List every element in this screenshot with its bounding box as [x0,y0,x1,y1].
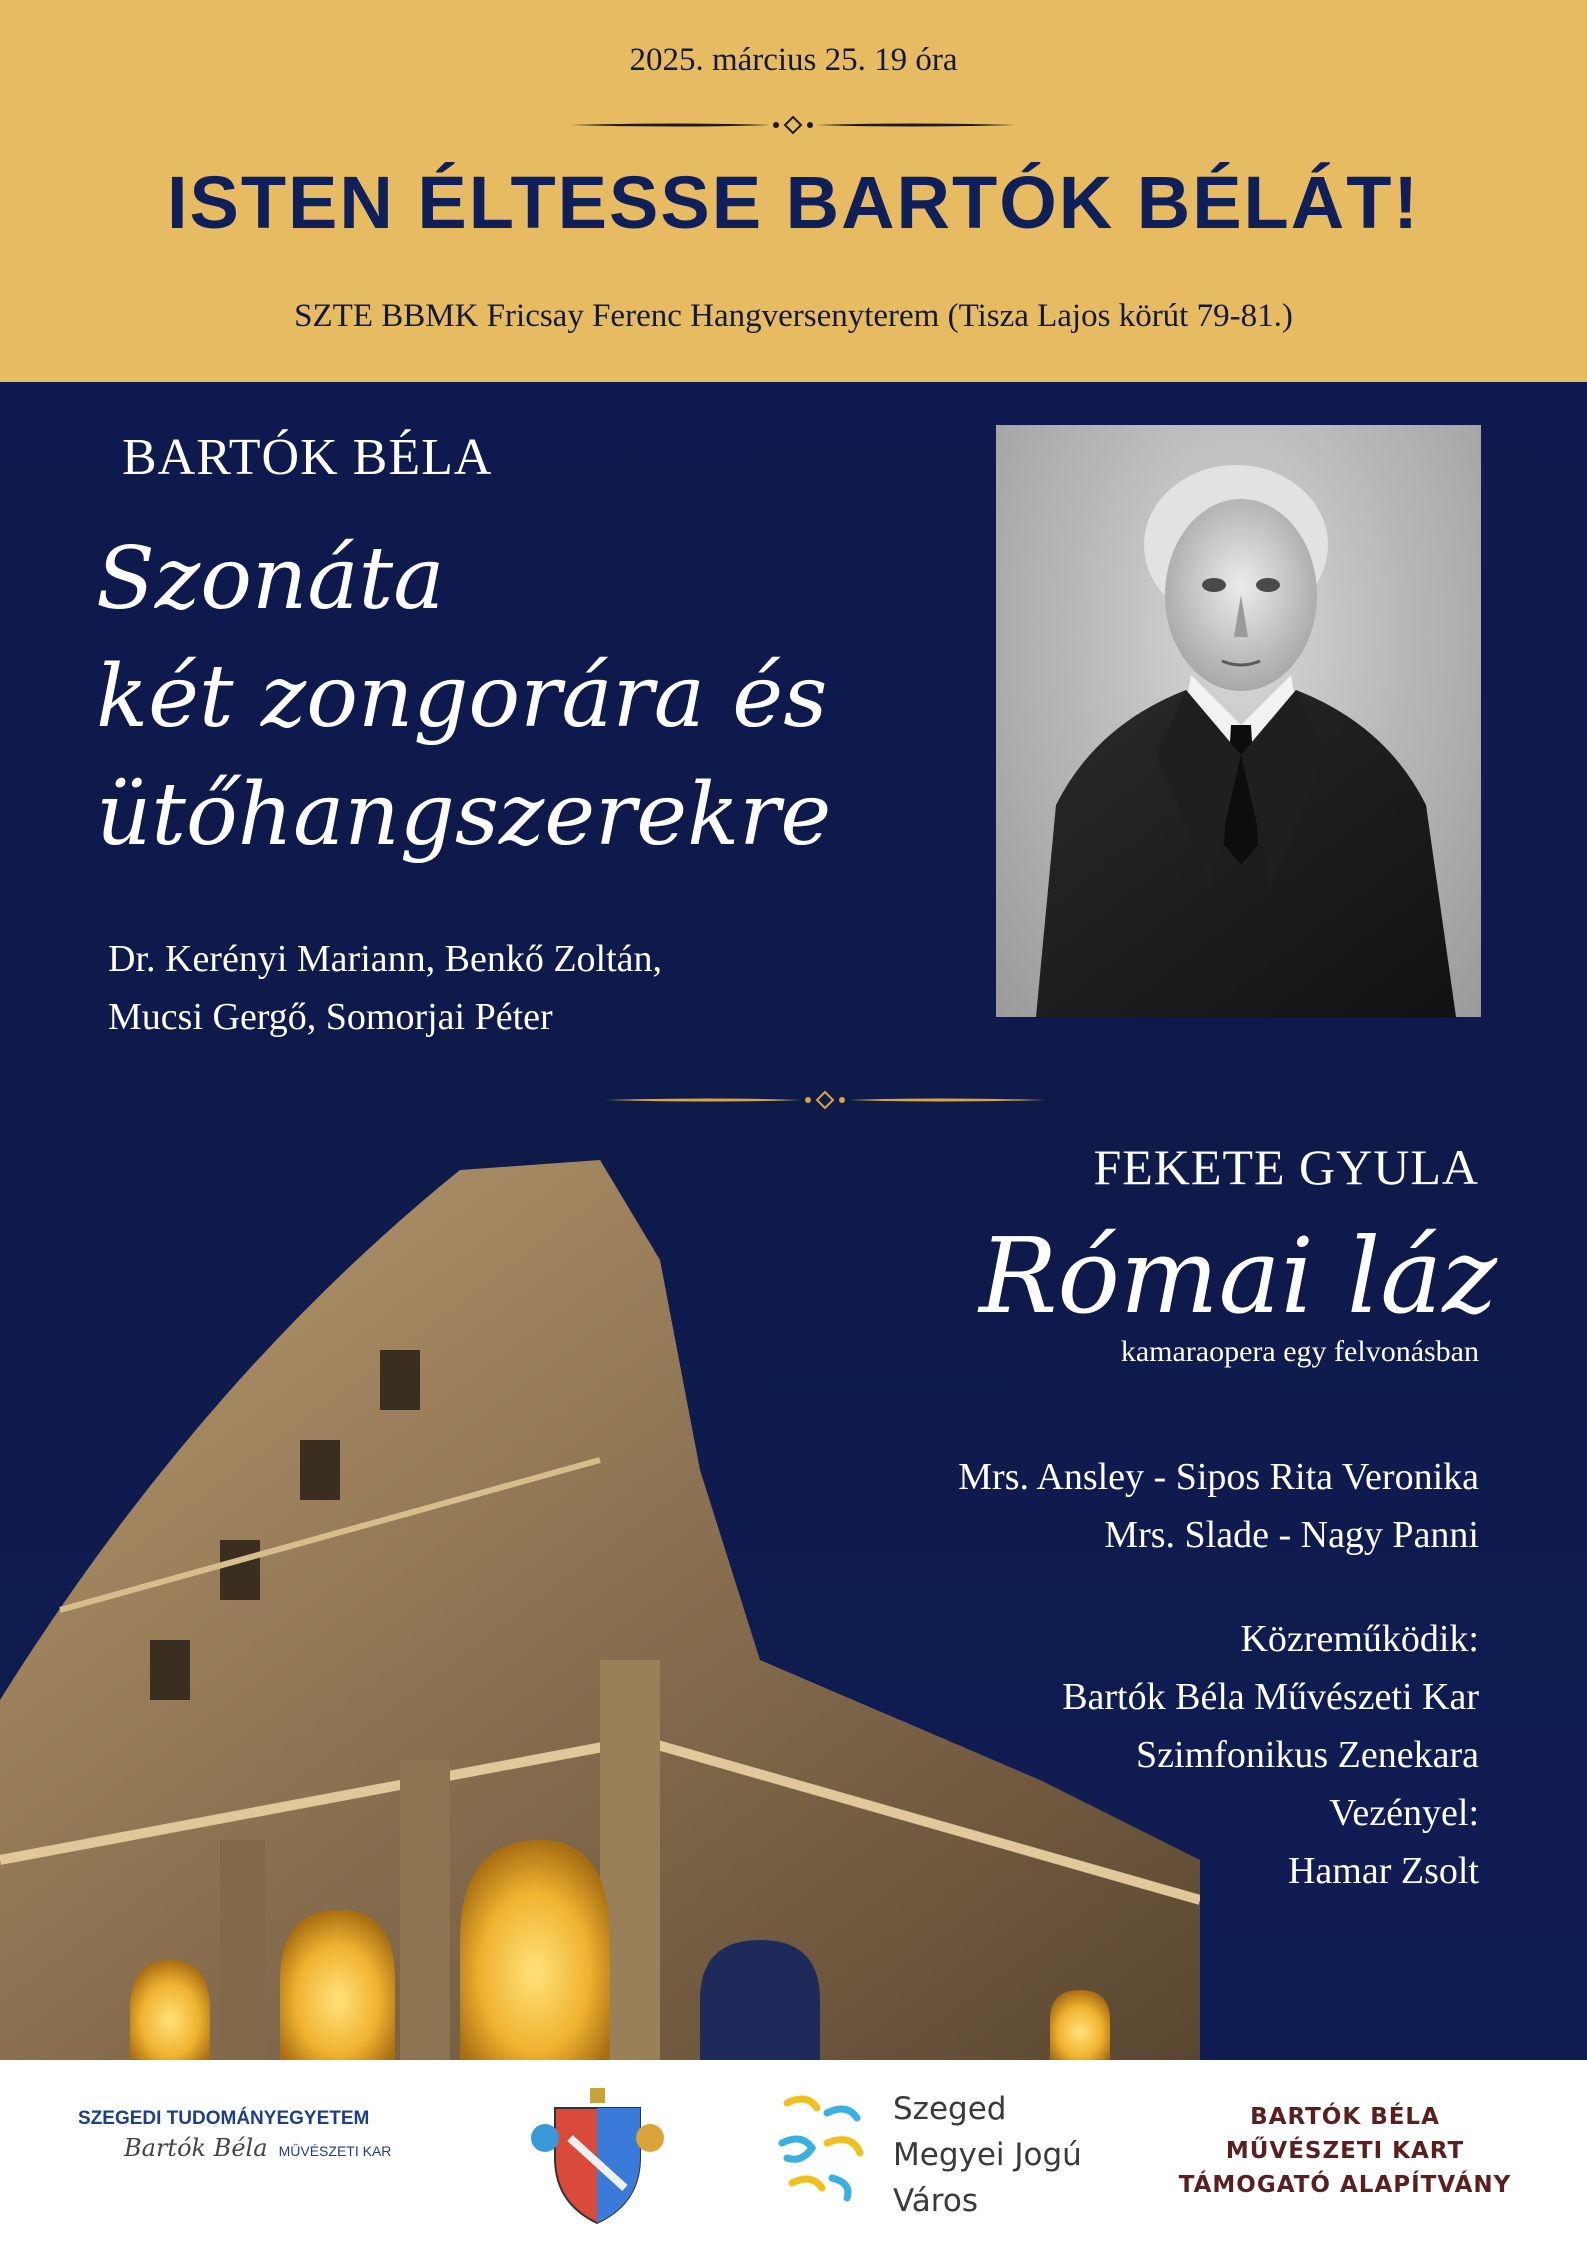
szeged-logo-icon [772,2088,872,2208]
work-title-line: két zongorára és [96,647,828,747]
foundation-line: TÁMOGATÓ ALAPÍTVÁNY [1178,2172,1512,2198]
cast-line: Mrs. Ansley - Sipos Rita Veronika [958,1456,1479,1498]
performers-line: Mucsi Gergő, Somorjai Péter [108,996,553,1038]
szte-logo [78,2108,438,2162]
foundation-logo [1160,2100,1530,2202]
foundation-line: MŰVÉSZETI KART [1225,2138,1465,2164]
work-title-sonata [96,520,831,874]
composer-bartok: BARTÓK BÉLA [122,429,493,486]
foundation-line: BARTÓK BÉLA [1250,2104,1440,2130]
cast-list [958,1448,1479,1564]
szte-faculty: MŰVÉSZETI KAR [278,2143,392,2159]
composer-fekete: FEKETE GYULA [1093,1139,1479,1195]
work-title-line: ütőhangszerekre [96,765,832,865]
credits [1062,1610,1479,1900]
szeged-city-name [893,2086,1082,2224]
bartok-portrait-photo [996,425,1481,1017]
coat-of-arms-icon [530,2078,665,2228]
divider-ornament-icon [605,1088,1045,1112]
szte-name: SZEGEDI TUDOMÁNYEGYETEM [78,2108,370,2129]
szeged-line: Város [893,2183,978,2219]
performers-sonata [108,930,662,1046]
header-ornament-icon [570,113,1016,137]
szte-signature: Bartók Béla [124,2134,268,2162]
work-title-line: Szonáta [96,529,445,629]
credits-line: Közreműködik: [1240,1618,1479,1660]
event-date: 2025. március 25. 19 óra [629,42,958,78]
venue: SZTE BBMK Fricsay Ferenc Hangversenyterem (Tisza Lajos körút 79-81.) [294,298,1293,334]
credits-line: Hamar Zsolt [1287,1850,1479,1892]
credits-line: Vezényel: [1329,1792,1479,1834]
performers-line: Dr. Kerényi Mariann, Benkő Zoltán, [108,938,663,980]
credits-line: Szimfonikus Zenekara [1136,1734,1479,1776]
concert-title: ISTEN ÉLTESSE BARTÓK BÉLÁT! [166,161,1421,244]
szeged-line: Megyei Jogú [893,2137,1082,2173]
work-subtitle: kamaraopera egy felvonásban [1120,1335,1479,1368]
work-title-romai-laz: Római láz [979,1215,1497,1337]
credits-line: Bartók Béla Művészeti Kar [1062,1676,1479,1718]
szeged-line: Szeged [893,2091,1007,2127]
cast-line: Mrs. Slade - Nagy Panni [1104,1514,1479,1556]
